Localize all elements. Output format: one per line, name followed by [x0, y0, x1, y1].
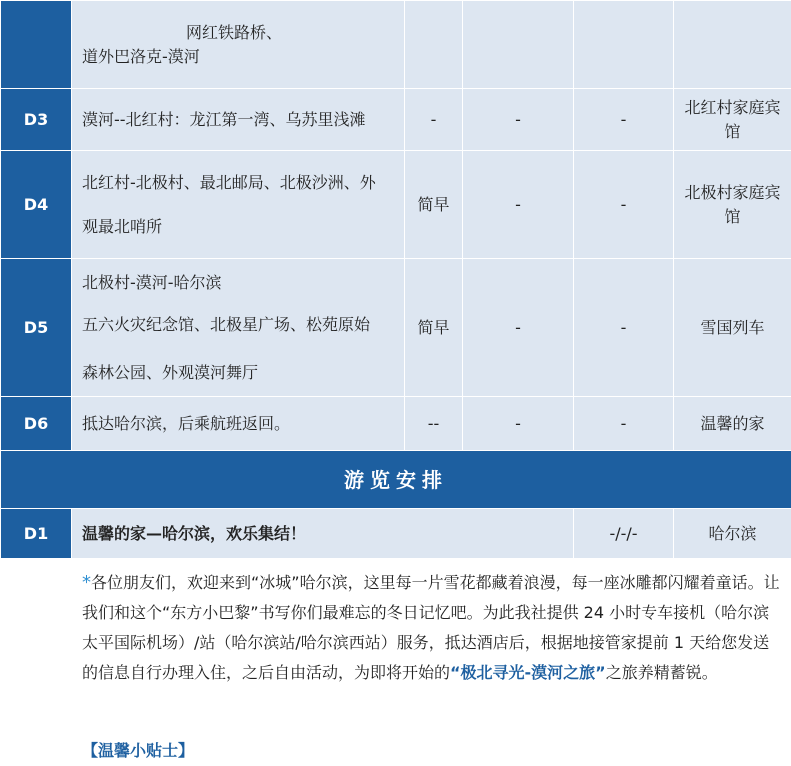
hotel-cell: [674, 1, 791, 89]
day-cell: D4: [1, 151, 72, 259]
table-row: [1, 397, 791, 451]
lunch-cell: -: [463, 259, 574, 397]
day-title: 温馨的家—哈尔滨，欢乐集结！: [72, 509, 574, 559]
breakfast-cell: --: [405, 397, 463, 451]
day-cell: D1: [1, 509, 72, 559]
section-title: 游览安排: [1, 451, 791, 509]
star-icon: *: [82, 572, 91, 593]
route-line: 北极村-漠河-哈尔滨: [82, 272, 222, 292]
route-line: 抵达哈尔滨，后乘航班返回。: [82, 413, 291, 433]
lunch-cell: -: [463, 151, 574, 259]
route-cell: [72, 89, 405, 151]
hotel-cell: 北红村家庭宾馆: [674, 89, 791, 151]
breakfast-cell: -: [405, 89, 463, 151]
breakfast-cell: [405, 1, 463, 89]
dinner-cell: -: [574, 259, 674, 397]
route-line: 网红铁路桥、: [186, 22, 283, 42]
table-row: [1, 151, 791, 259]
lunch-cell: [463, 1, 574, 89]
route-cell: [72, 1, 405, 89]
day-description: [82, 568, 782, 688]
table-row: [1, 89, 791, 151]
route-line: 道外巴洛克-漠河: [82, 46, 200, 66]
hotel-cell: 北极村家庭宾馆: [674, 151, 791, 259]
route-line: 观最北哨所: [82, 216, 163, 236]
table-row: [1, 451, 791, 509]
day-cell: D5: [1, 259, 72, 397]
breakfast-cell: 简早: [405, 259, 463, 397]
dinner-cell: -: [574, 397, 674, 451]
breakfast-cell: 简早: [405, 151, 463, 259]
day-cell: D3: [1, 89, 72, 151]
day-cell: D6: [1, 397, 72, 451]
hotel-cell: 哈尔滨: [674, 509, 791, 559]
trip-name: “极北寻光-漠河之旅”: [450, 663, 606, 682]
route-cell: [72, 259, 405, 397]
dinner-cell: [574, 1, 674, 89]
lunch-cell: -: [463, 397, 574, 451]
route-cell: [72, 397, 405, 451]
route-line: 五六火灾纪念馆、北极星广场、松苑原始: [82, 314, 371, 334]
lunch-cell: -: [463, 89, 574, 151]
description-text-end: 之旅养精蓄锐。: [605, 663, 718, 682]
route-line: 漠河--北红村：龙江第一湾、乌苏里浅滩: [82, 109, 366, 129]
dinner-cell: -: [574, 151, 674, 259]
hotel-cell: 温馨的家: [674, 397, 791, 451]
meals-cell: -/-/-: [574, 509, 674, 559]
tips-heading: 【温馨小贴士】: [82, 741, 195, 760]
description-text: 各位朋友们，欢迎来到“冰城”哈尔滨，这里每一片雪花都藏着浪漫，每一座冰雕都闪耀着童话。让我们和这个“东方小巴黎”书写你们最难忘的冬日记忆吧。为此我社提供 24 小时专车接机（哈尔滨太平国际机场）/站（哈尔滨站/哈尔滨西站）服务，抵达酒店后，根据地接管家提前 1 天给您发送的信息自行办理入住，之后自由活动，为即将开始的: [82, 573, 780, 682]
hotel-cell: 雪国列车: [674, 259, 791, 397]
route-line: 森林公园、外观漠河舞厅: [82, 362, 259, 382]
table-row: [1, 259, 791, 397]
dinner-cell: -: [574, 89, 674, 151]
route-line: 北红村-北极村、最北邮局、北极沙洲、外: [82, 172, 376, 192]
day-cell: [1, 1, 72, 89]
route-cell: [72, 151, 405, 259]
table-row: [1, 509, 791, 559]
table-row: [1, 1, 791, 89]
